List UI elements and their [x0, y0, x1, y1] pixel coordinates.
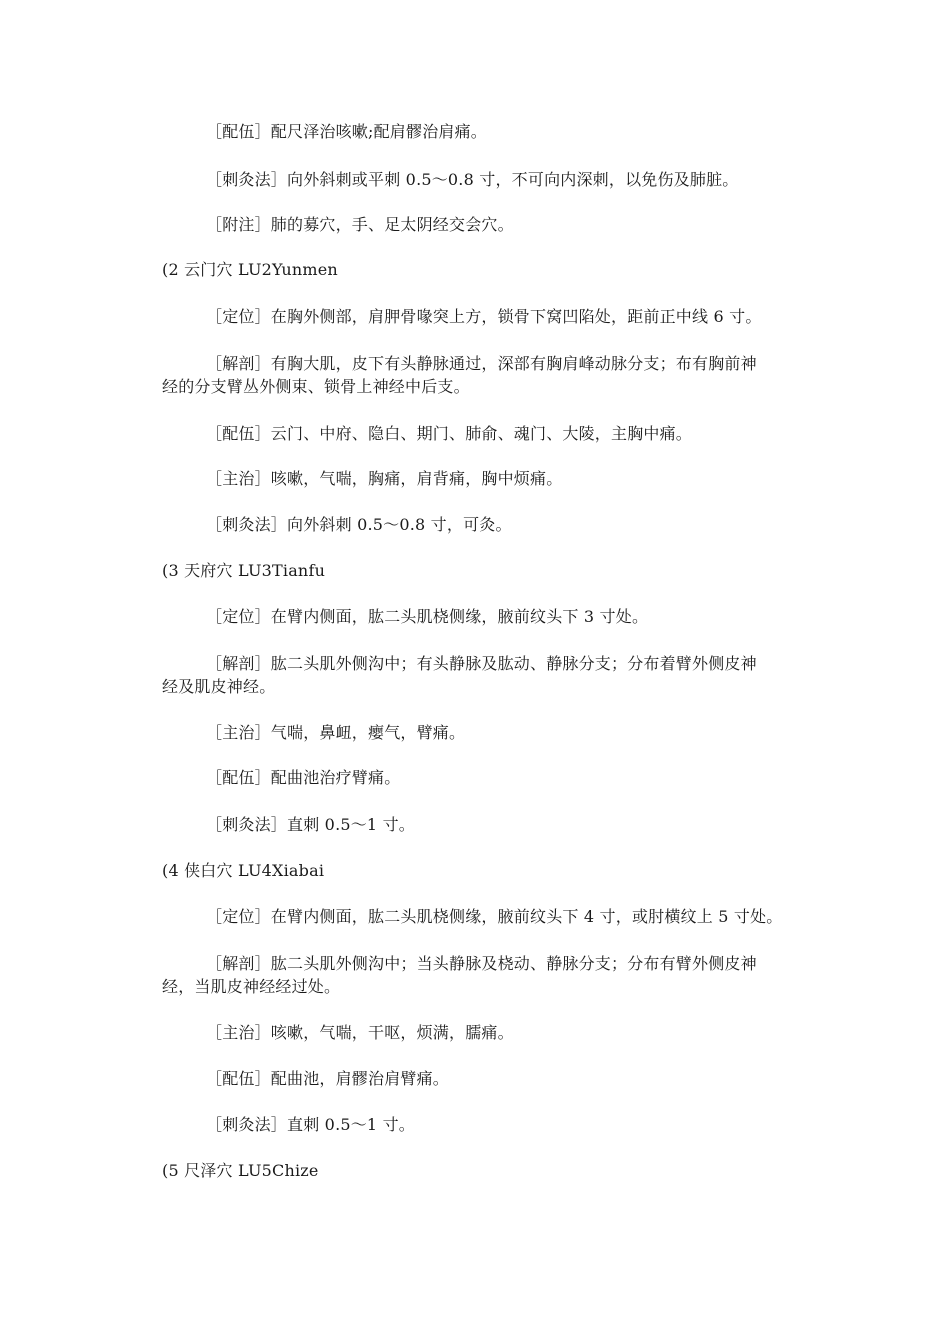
paragraph-peiwu-4: ［配伍］配曲池，肩髎治肩臂痛。 — [206, 1069, 450, 1088]
paragraph-jiepou-3-line1: ［解剖］肱二头肌外侧沟中；有头静脉及肱动、静脉分支；分布着臂外侧皮神 — [206, 654, 757, 673]
paragraph-jiepou-4-line2: 经，当肌皮神经经过处。 — [162, 977, 341, 996]
paragraph-peiwu-3: ［配伍］配曲池治疗臂痛。 — [206, 768, 401, 787]
paragraph-fuzhu-1: ［附注］肺的募穴，手、足太阴经交会穴。 — [206, 215, 514, 234]
heading-yunmen: (2 云门穴 LU2Yunmen — [162, 260, 338, 279]
paragraph-jiepou-2-line1: ［解剖］有胸大肌，皮下有头静脉通过，深部有胸肩峰动脉分支；布有胸前神 — [206, 354, 757, 373]
paragraph-dingwei-4: ［定位］在臂内侧面，肱二头肌桡侧缘，腋前纹头下 4 寸，或肘横纹上 5 寸处。 — [206, 907, 783, 926]
paragraph-peiwu-2: ［配伍］云门、中府、隐白、期门、肺俞、魂门、大陵，主胸中痛。 — [206, 424, 693, 443]
heading-chize: (5 尺泽穴 LU5Chize — [162, 1161, 319, 1180]
heading-xiabai: (4 侠白穴 LU4Xiabai — [162, 861, 325, 880]
paragraph-cijiufa-2: ［刺灸法］向外斜刺 0.5～0.8 寸，可灸。 — [206, 515, 512, 534]
paragraph-jiepou-3-line2: 经及肌皮神经。 — [162, 677, 276, 696]
paragraph-dingwei-3: ［定位］在臂内侧面，肱二头肌桡侧缘，腋前纹头下 3 寸处。 — [206, 607, 649, 626]
paragraph-cijiufa-3: ［刺灸法］直刺 0.5～1 寸。 — [206, 815, 415, 834]
paragraph-dingwei-2: ［定位］在胸外侧部，肩胛骨喙突上方，锁骨下窝凹陷处，距前正中线 6 寸。 — [206, 307, 762, 326]
paragraph-zhuzhi-4: ［主治］咳嗽，气喘，干呕，烦满，臑痛。 — [206, 1023, 514, 1042]
paragraph-cijiufa-1: ［刺灸法］向外斜刺或平刺 0.5～0.8 寸，不可向内深刺，以免伤及肺脏。 — [206, 170, 739, 189]
paragraph-jiepou-2-line2: 经的分支臂丛外侧束、锁骨上神经中后支。 — [162, 377, 470, 396]
paragraph-peiwu-1: ［配伍］配尺泽治咳嗽;配肩髎治肩痛。 — [206, 122, 487, 141]
paragraph-zhuzhi-2: ［主治］咳嗽，气喘，胸痛，肩背痛，胸中烦痛。 — [206, 469, 563, 488]
paragraph-cijiufa-4: ［刺灸法］直刺 0.5～1 寸。 — [206, 1115, 415, 1134]
paragraph-jiepou-4-line1: ［解剖］肱二头肌外侧沟中；当头静脉及桡动、静脉分支；分布有臂外侧皮神 — [206, 954, 757, 973]
heading-tianfu: (3 天府穴 LU3Tianfu — [162, 561, 326, 580]
paragraph-zhuzhi-3: ［主治］气喘，鼻衄，瘿气，臂痛。 — [206, 723, 466, 742]
